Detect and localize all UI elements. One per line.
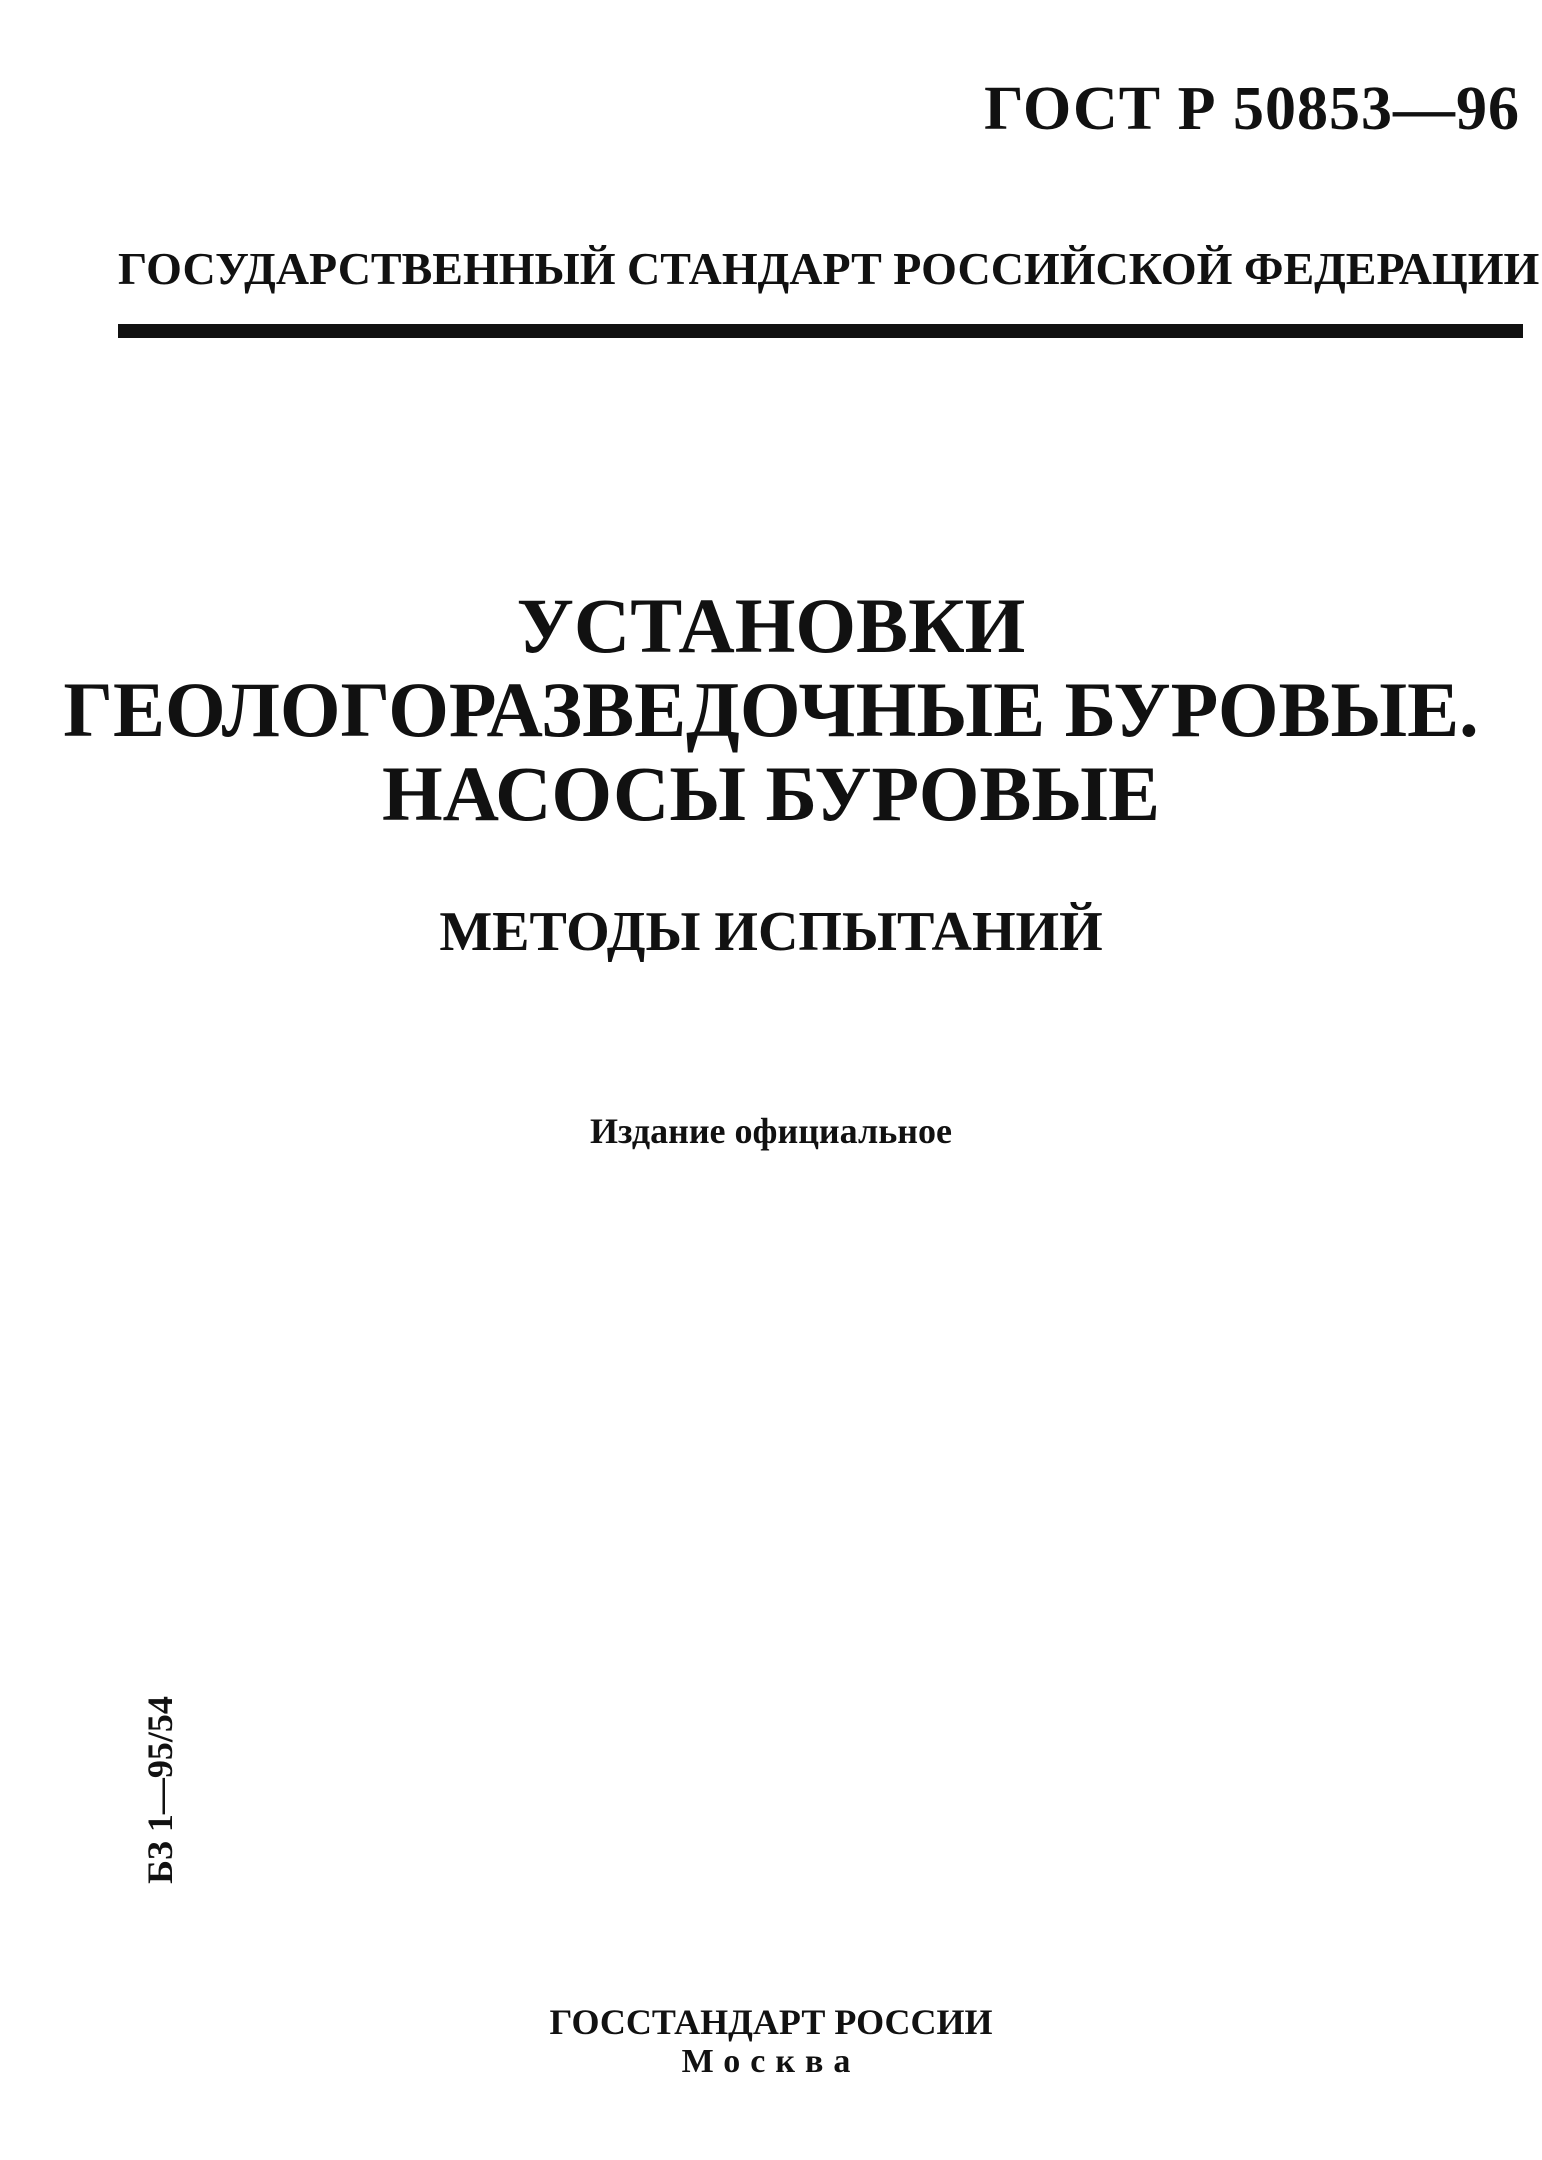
state-standard-heading: ГОСУДАРСТВЕННЫЙ СТАНДАРТ РОССИЙСКОЙ ФЕДЕРАЦИИ [118,243,1540,294]
title-line-1: УСТАНОВКИ [516,582,1026,669]
header-divider [118,324,1523,338]
document-title [0,584,1542,836]
edition-label: Издание официальное [590,1111,952,1151]
publisher-name: ГОССТАНДАРТ РОССИИ [549,2002,993,2042]
standard-number: ГОСТ Р 50853—96 [984,75,1520,143]
title-line-2: ГЕОЛОГОРАЗВЕДОЧНЫЕ БУРОВЫЕ. [63,666,1479,753]
document-subtitle: МЕТОДЫ ИСПЫТАНИЙ [439,901,1103,963]
publisher-city: Москва [681,2043,861,2080]
side-code: БЗ 1—95/54 [140,1696,180,1884]
title-line-3: НАСОСЫ БУРОВЫЕ [381,750,1161,837]
